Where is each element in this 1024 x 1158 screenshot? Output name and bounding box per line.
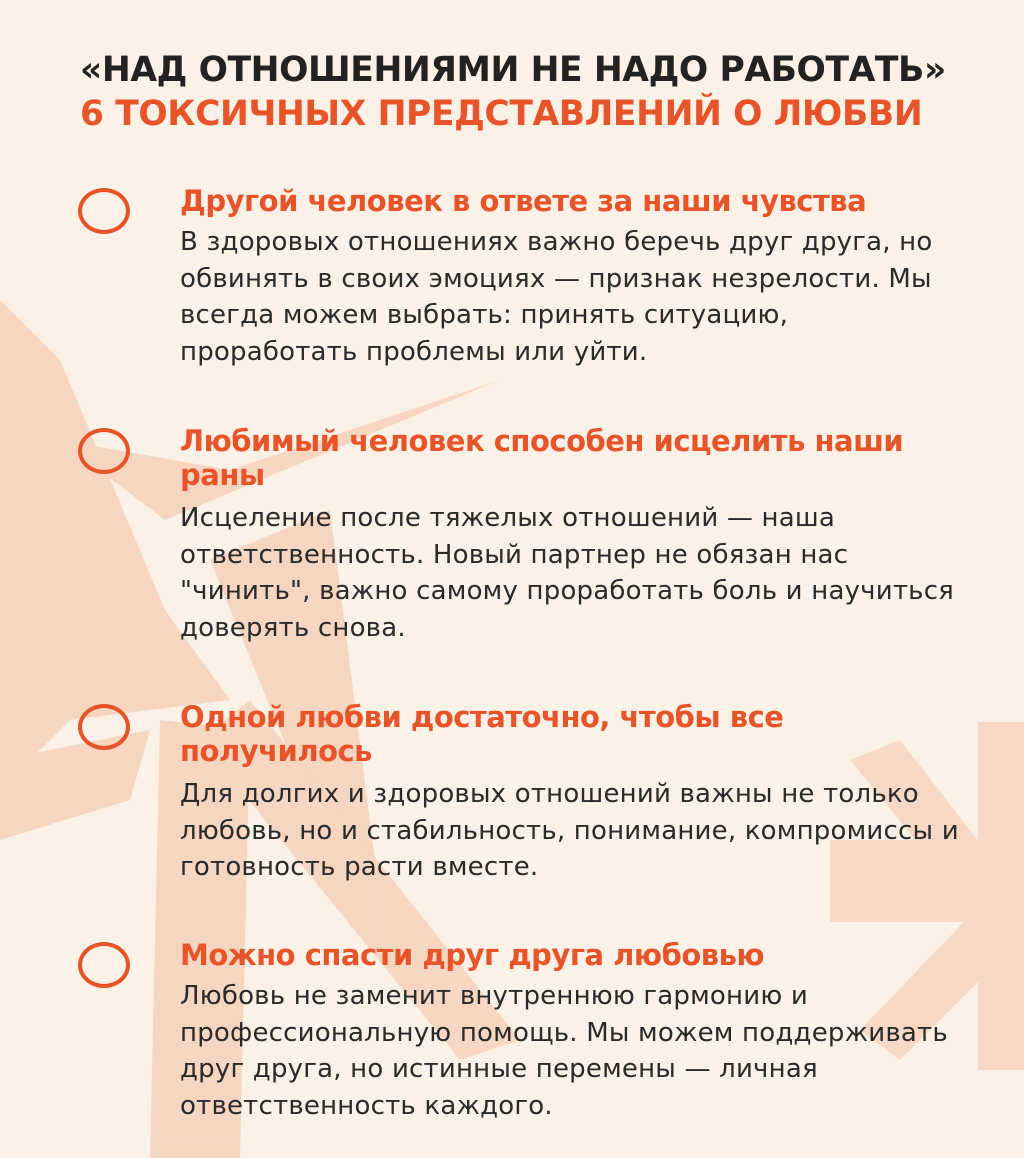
myth-description: Любовь не заменит внутреннюю гармонию и профессиональную помощь. Мы можем поддерживать друг друга, но истинные перемены — личная ответственность каждого. bbox=[180, 981, 948, 1121]
myth-heading: Другой человек в ответе за наши чувства bbox=[180, 184, 867, 218]
circle-bullet-icon bbox=[78, 428, 130, 474]
page-title bbox=[80, 48, 980, 136]
circle-bullet-icon bbox=[78, 942, 130, 988]
myth-description: Исцеление после тяжелых отношений — наша ответственность. Новый партнер не обязан нас "чинить", важно самому проработать боль и научиться доверять снова. bbox=[180, 503, 955, 643]
myth-heading: Одной любви достаточно, чтобы все получилось bbox=[180, 700, 784, 768]
myth-description: Для долгих и здоровых отношений важны не только любовь, но и стабильность, понимание, компромиссы и готовность расти вместе. bbox=[180, 779, 959, 882]
circle-bullet-icon bbox=[78, 704, 130, 750]
myth-heading: Любимый человек способен исцелить наши раны bbox=[180, 424, 904, 492]
myth-description: В здоровых отношениях важно беречь друг друга, но обвинять в своих эмоциях — признак незрелости. Мы всегда можем выбрать: принять ситуацию, проработать проблемы или уйти. bbox=[180, 227, 933, 367]
circle-bullet-icon bbox=[78, 188, 130, 234]
title-line-1: «НАД ОТНОШЕНИЯМИ НЕ НАДО РАБОТАТЬ» bbox=[80, 50, 946, 90]
title-line-2: 6 ТОКСИЧНЫХ ПРЕДСТАВЛЕНИЙ О ЛЮБВИ bbox=[80, 94, 923, 134]
myth-heading: Можно спасти друг друга любовью bbox=[180, 938, 765, 972]
